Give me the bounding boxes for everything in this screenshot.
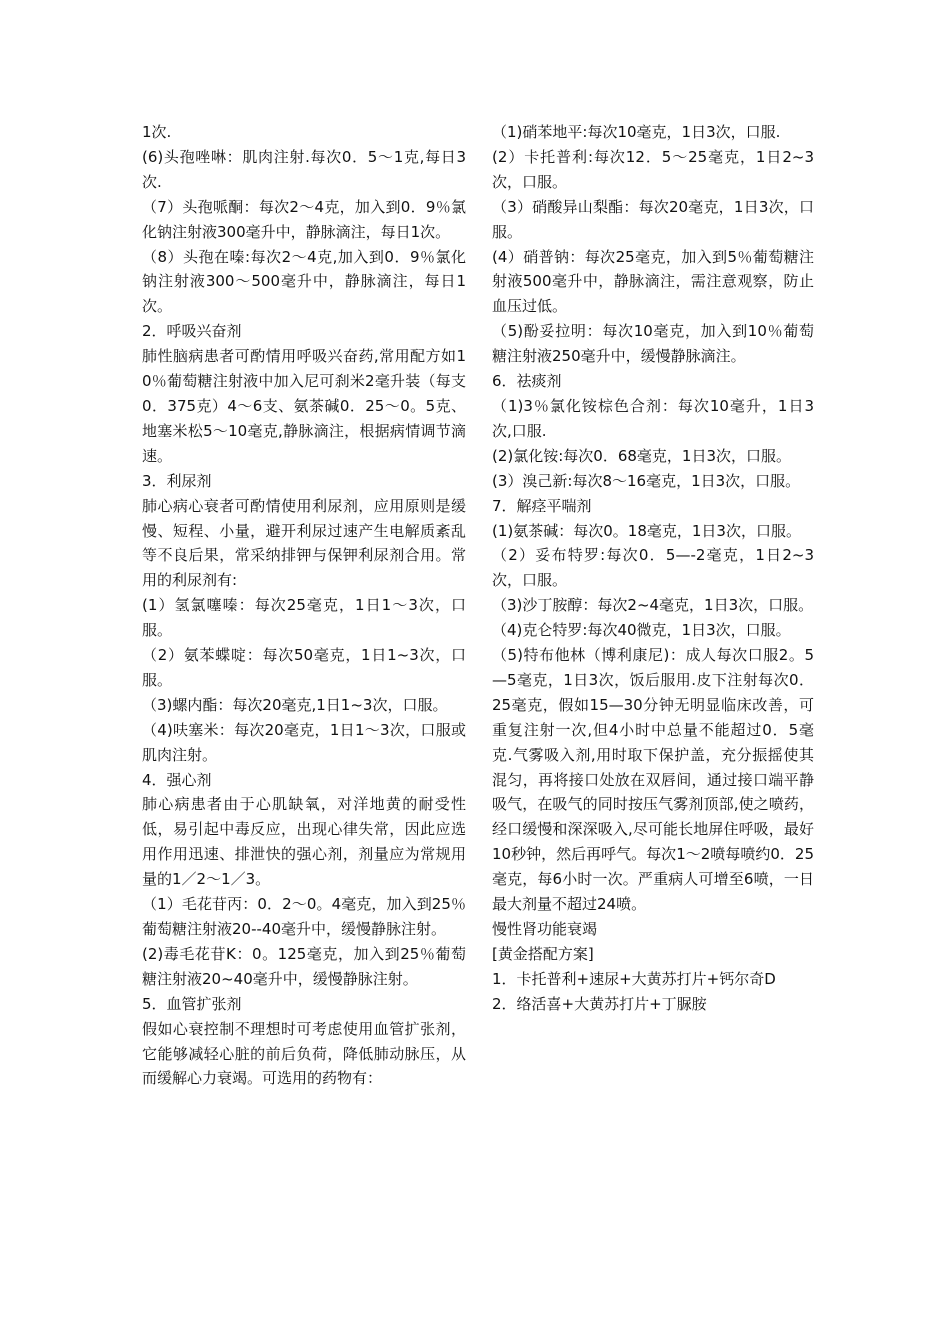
left-paragraph: （7）头孢哌酮：每次2～4克，加入到0．9％氯化钠注射液300毫升中，静脉滴注，每日1次。: [142, 197, 466, 241]
left-paragraph: (1）氢氯噻嗪：每次25毫克，1日1～3次，口服。: [142, 596, 466, 640]
right-paragraph: （5)酚妥拉明：每次10毫克，加入到10％葡萄糖注射液250毫升中，缓慢静脉滴注。: [492, 322, 814, 366]
left-paragraph: 1次.: [142, 123, 172, 141]
left-paragraph: (2)毒毛花苷K：0。125毫克，加入到25％葡萄糖注射液20~40毫升中，缓慢静脉注射。: [142, 944, 466, 988]
right-paragraph: 1．卡托普利+速尿+大黄苏打片+钙尔奇D: [492, 969, 776, 988]
right-paragraph: (2)氯化铵:每次0．68毫克，1日3次，口服。: [492, 446, 792, 465]
right-paragraph: （1)硝苯地平:每次10毫克，1日3次，口服.: [492, 123, 781, 141]
right-paragraph: 7．解痉平喘剂: [492, 496, 592, 515]
right-paragraph: 慢性肾功能衰竭: [492, 920, 598, 938]
right-paragraph: (2）卡托普利:每次12．5～25毫克，1日2~3次，口服。: [492, 147, 814, 191]
left-paragraph: 4．强心剂: [142, 770, 212, 789]
left-paragraph: 肺心病心衰者可酌情使用利尿剂，应用原则是缓慢、短程、小量，避开利尿过速产生电解质紊乱等不良后果，常采纳排钾与保钾利尿剂合用。常用的利尿剂有:: [142, 496, 466, 590]
right-paragraph: (3）溴己新:每次8～16毫克，1日3次，口服。: [492, 471, 801, 490]
right-paragraph: （1)3％氯化铵棕色合剂：每次10毫升，1日3次,口服.: [492, 396, 814, 440]
right-column: [492, 120, 814, 1017]
left-paragraph: 5．血管扩张剂: [142, 994, 242, 1013]
left-paragraph: （4)呋塞米：每次20毫克，1日1～3次，口服或肌肉注射。: [142, 720, 466, 764]
right-paragraph: [黄金搭配方案]: [492, 944, 594, 963]
right-paragraph: 6．祛痰剂: [492, 372, 562, 391]
left-paragraph: 2．呼吸兴奋剂: [142, 322, 242, 341]
right-paragraph: (1)氨茶碱：每次0。18毫克，1日3次，口服。: [492, 521, 801, 540]
left-paragraph: （8）头孢在嗪:每次2～4克,加入到0．9％氯化钠注射液300～500毫升中，静脉滴注，每日1次。: [142, 247, 466, 316]
left-paragraph: （2）氨苯蝶啶：每次50毫克，1日1~3次，口服。: [142, 646, 466, 689]
left-paragraph: 肺心病患者由于心肌缺氧，对洋地黄的耐受性低，易引起中毒反应，出现心律失常，因此应选用作用迅速、排泄快的强心剂，剂量应为常规用量的1／2～1／3。: [142, 795, 466, 889]
right-paragraph: （5)特布他林（博利康尼)：成人每次口服2。5—5毫克，1日3次，饭后服用.皮下注射每次0．25毫克，假如15—30分钟无明显临床改善，可重复注射一次,但4小时中总量不能超过0．5毫克.气雾吸入剂,用时取下保护盖，充分振摇使其混匀，再将接口处放在双唇间，通过接口端平静吸气，在吸气的同时按压气雾剂顶部,使之喷药，经口缓慢和深深吸入,尽可能长地屏住呼吸，最好10秒钟，然后再呼气。每次1～2喷每喷约0．25毫克，每6小时一次。严重病人可增至6喷，一日最大剂量不超过24喷。: [492, 646, 814, 914]
left-paragraph: (6)头孢唑啉：肌肉注射.每次0．5～1克,每日3次.: [142, 147, 466, 191]
left-paragraph: （3)螺内酯：每次20毫克,1日1~3次，口服。: [142, 695, 448, 714]
right-paragraph: （2）妥布特罗:每次0．5—-2毫克，1日2~3次，口服。: [492, 546, 814, 590]
right-paragraph: （3）硝酸异山梨酯：每次20毫克，1日3次，口服。: [492, 197, 814, 241]
right-paragraph: 2．络活喜+大黄苏打片+丁脲胺: [492, 994, 707, 1013]
right-paragraph: (4）硝普钠：每次25毫克，加入到5％葡萄糖注射液500毫升中，静脉滴注，需注意观察，防止血压过低。: [492, 247, 814, 316]
right-paragraph: （3)沙丁胺醇：每次2~4毫克，1日3次，口服。: [492, 596, 814, 615]
right-paragraph: （4)克仑特罗:每次40微克，1日3次，口服。: [492, 621, 791, 640]
left-paragraph: （1）毛花苷丙：0．2～0。4毫克，加入到25％葡萄糖注射液20--40毫升中，缓慢静脉注射。: [142, 895, 466, 938]
left-paragraph: 3．利尿剂: [142, 471, 212, 490]
left-paragraph: 肺性脑病患者可酌情用呼吸兴奋药,常用配方如10％葡萄糖注射液中加入尼可刹米2毫升装（每支0．375克）4～6支、氨茶碱0．25～0。5克、地塞米松5～10毫克,静脉滴注，根据病情调节滴速。: [142, 347, 466, 465]
left-column: [142, 120, 466, 1091]
left-paragraph: 假如心衰控制不理想时可考虑使用血管扩张剂，它能够减轻心脏的前后负荷，降低肺动脉压，从而缓解心力衰竭。可选用的药物有：: [142, 1019, 466, 1088]
